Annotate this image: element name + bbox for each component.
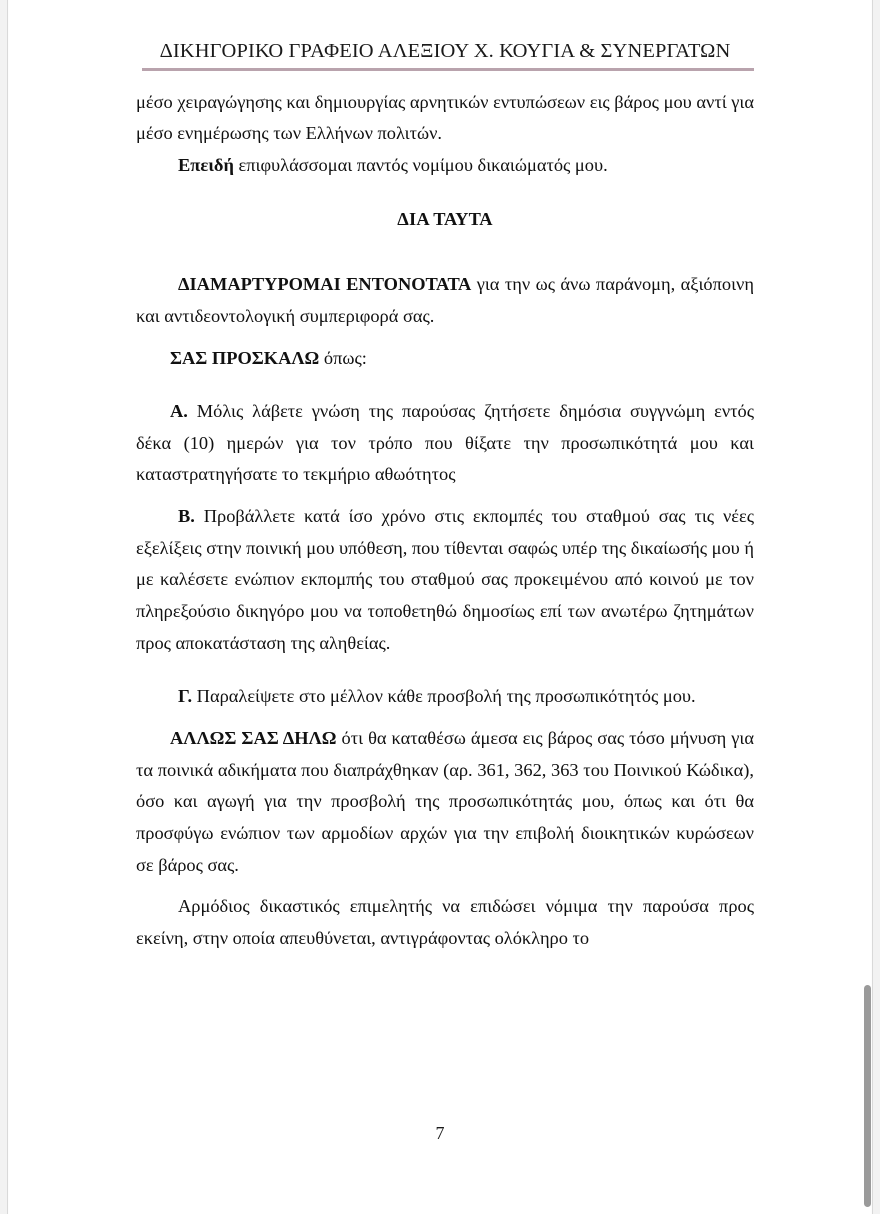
paragraph-text: επιφυλάσσομαι παντός νομίμου δικαιώματός μου. — [233, 154, 608, 175]
spacer — [136, 235, 754, 269]
paragraph-continuation — [136, 87, 754, 150]
list-item-marker: Α. — [170, 401, 188, 422]
paragraph-armodios — [136, 891, 754, 954]
spacer — [136, 881, 754, 891]
paragraph-lead-bold: ΣΑΣ ΠΡΟΣΚΑΛΩ — [170, 347, 320, 368]
list-item-b — [136, 501, 754, 659]
letterhead-divider — [142, 68, 754, 71]
vertical-scroll-thumb[interactable] — [864, 985, 871, 1207]
list-item-marker: Γ. — [178, 686, 193, 707]
paragraph-lead-bold: Επειδή — [178, 154, 234, 175]
paragraph-sas-proskalo — [136, 343, 754, 375]
spacer — [136, 713, 754, 723]
paragraph-text: όπως: — [319, 347, 367, 368]
paragraph-allos-sas-dilo — [136, 723, 754, 881]
list-item-text: Μόλις λάβετε γνώση της παρούσας ζητήσετε δημόσια συγγνώμη εντός δέκα (10) ημερών για τον τρόπο που θίξατε την προσωπικότητά μου και καταστρατηγήσατε το τεκμήριο αθωότητος — [136, 401, 754, 485]
viewer-left-gutter — [0, 0, 8, 1214]
page-number: 7 — [435, 1123, 445, 1143]
spacer — [136, 659, 754, 681]
spacer — [136, 182, 754, 204]
viewer-right-gutter — [872, 0, 880, 1214]
heading-dia-tayta: ΔΙΑ ΤΑΥΤΑ — [397, 208, 493, 229]
document-page — [9, 0, 871, 1214]
paragraph-diamartyromai — [136, 269, 754, 332]
letterhead-title: ΔΙΚΗΓΟΡΙΚΟ ΓΡΑΦΕΙΟ ΑΛΕΞΙΟΥ Χ. ΚΟΥΓΙΑ & ΣΥΝΕΡΓΑΤΩΝ — [159, 40, 731, 62]
paragraph-text: μέσο χειραγώγησης και δημιουργίας αρνητικών εντυπώσεων εις βάρος μου αντί για μέσο ενημέρωσης των Ελλήνων πολιτών. — [136, 91, 754, 144]
list-item-c — [136, 681, 754, 713]
paragraph-text: Αρμόδιος δικαστικός επιμελητής να επιδώσει νόμιμα την παρούσα προς εκείνη, στην οποία απευθύνεται, αντιγράφοντας ολόκληρο το — [136, 896, 754, 948]
list-item-text: Παραλείψετε στο μέλλον κάθε προσβολή της προσωπικότητός μου. — [192, 686, 696, 707]
paragraph-text: ότι θα καταθέσω άμεσα εις βάρος σας τόσο μήνυση για τα ποινικά αδικήματα που διαπράχθηκαν (αρ. 361, 362, 363 του Ποινικού Κώδικα), όσο και αγωγή για την προσβολή της προσωπικότητάς μου, όπως και ότι θα προσφύγω ενώπιον των αρμοδίων αρχών για την επιβολή διοικητικών κυρώσεων σε βάρος σας. — [136, 728, 754, 875]
list-item-marker: Β. — [178, 506, 195, 527]
vertical-scrollbar[interactable] — [862, 0, 871, 1214]
paragraph-text: για την ως άνω παράνομη, αξιόποινη και αντιδεοντολογική συμπεριφορά σας. — [136, 274, 754, 326]
list-item-text: Προβάλλετε κατά ίσο χρόνο στις εκπομπές του σταθμού σας τις νέες εξελίξεις στην ποινική μου υπόθεση, που τίθενται σαφώς υπέρ της δικαίωσής μου ή με καλέσετε ενώπιον εκπομπής του σταθμού σας προκειμένου από κοινού με τον πληρεξούσιο δικηγόρο μου να τοποθετηθώ δημοσίως επί των ανωτέρω ζητημάτων προς αποκατάσταση της αληθείας. — [136, 506, 754, 653]
paragraph-epeidi — [136, 150, 754, 182]
list-item-a — [136, 396, 754, 491]
spacer — [136, 374, 754, 396]
document-body — [136, 87, 754, 955]
paragraph-lead-bold: ΔΙΑΜΑΡΤΥΡΟΜΑΙ ΕΝΤΟΝΟΤΑΤΑ — [178, 274, 472, 295]
paragraph-lead-bold: ΑΛΛΩΣ ΣΑΣ ΔΗΛΩ — [170, 728, 337, 749]
page-content-area — [136, 0, 754, 955]
spacer — [136, 491, 754, 501]
spacer — [136, 333, 754, 343]
letterhead — [136, 0, 754, 71]
